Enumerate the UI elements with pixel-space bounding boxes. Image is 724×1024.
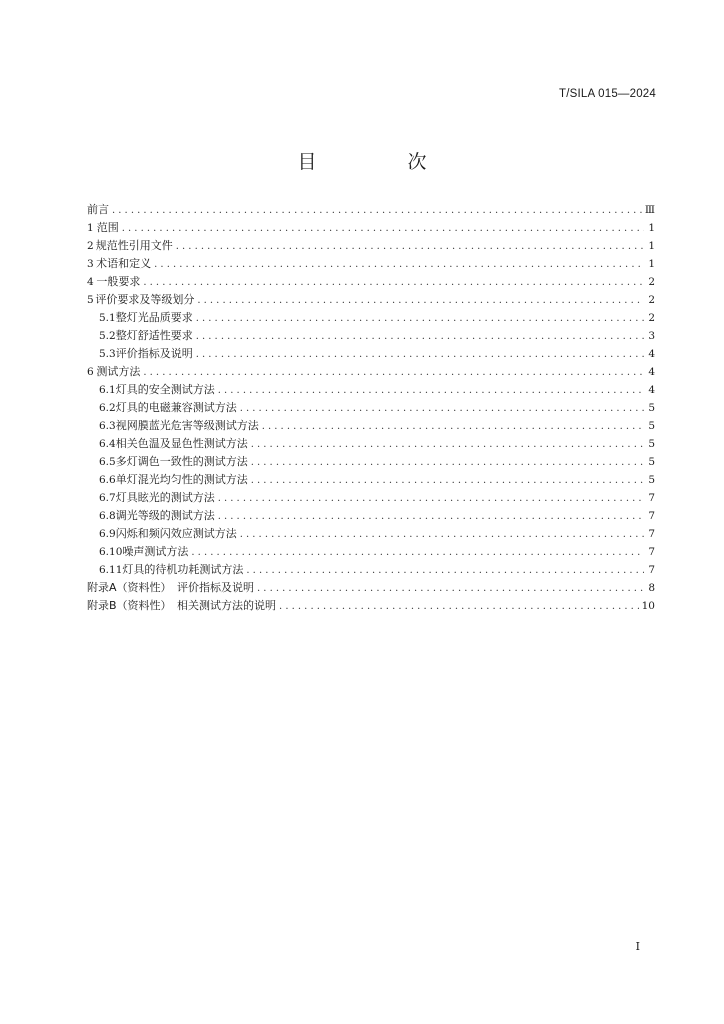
page-number: I — [635, 940, 640, 953]
toc-entry-number: 6.10 — [99, 546, 123, 558]
toc-entry-page: 7 — [648, 492, 655, 504]
toc-entry-page: 4 — [648, 384, 655, 396]
toc-entry-6-8[interactable] — [87, 507, 655, 525]
toc-entry-title: 多灯调色一致性的测试方法 — [115, 455, 248, 468]
dot-leader — [143, 364, 644, 382]
dot-leader — [196, 310, 644, 328]
toc-entry-page: 1 — [648, 240, 655, 252]
dot-leader — [279, 598, 639, 616]
dot-leader — [218, 490, 644, 508]
toc-entry-6-3[interactable] — [87, 417, 655, 435]
toc-entry-page: 8 — [648, 582, 655, 594]
toc-entry-title: 附录A（资料性） 评价指标及说明 — [87, 581, 255, 594]
toc-entry-title: 视网膜蓝光危害等级测试方法 — [115, 419, 259, 432]
toc-entry-title: 一般要求 — [96, 275, 141, 288]
dot-leader — [122, 220, 644, 238]
toc-entry-page: 2 — [648, 276, 655, 288]
toc-entry-page: 4 — [648, 366, 655, 378]
toc-entry-title: 噪声测试方法 — [122, 545, 189, 558]
dot-leader — [176, 238, 644, 256]
toc-entry-appendix-b[interactable] — [87, 597, 655, 615]
toc-entry-2[interactable] — [87, 237, 655, 255]
toc-entry-title: 整灯舒适性要求 — [115, 329, 193, 342]
toc-entry-page: 5 — [648, 420, 655, 432]
document-code: T/SILA 015—2024 — [559, 88, 656, 100]
toc-entry-number: 6 — [87, 366, 94, 378]
toc-entry-6-5[interactable] — [87, 453, 655, 471]
toc-entry-number: 6.1 — [99, 384, 116, 396]
toc-entry-title: 规范性引用文件 — [95, 239, 173, 252]
toc-entry-foreword[interactable] — [87, 201, 655, 219]
toc-entry-page: 2 — [648, 312, 655, 324]
dot-leader — [262, 418, 644, 436]
toc-entry-5[interactable] — [87, 291, 655, 309]
toc-entry-title: 前言 — [87, 203, 109, 216]
toc-entry-page: 5 — [648, 474, 655, 486]
dot-leader — [196, 346, 644, 364]
dot-leader — [154, 256, 644, 274]
toc-entry-1[interactable] — [87, 219, 655, 237]
toc-entry-6-2[interactable] — [87, 399, 655, 417]
toc-entry-5-1[interactable] — [87, 309, 655, 327]
toc-entry-number: 4 — [87, 276, 94, 288]
toc-entry-page: 4 — [648, 348, 655, 360]
toc-entry-page: 1 — [648, 258, 655, 270]
toc-entry-number: 6.9 — [99, 528, 116, 540]
toc-entry-4[interactable] — [87, 273, 655, 291]
toc-entry-page: 5 — [648, 438, 655, 450]
dot-leader — [240, 526, 644, 544]
toc-entry-number: 6.11 — [99, 564, 123, 576]
toc-entry-title: 相关色温及显色性测试方法 — [115, 437, 248, 450]
toc-entry-number: 6.4 — [99, 438, 116, 450]
toc-entry-page: 7 — [648, 546, 655, 558]
toc-entry-number: 1 — [87, 222, 94, 234]
toc-entry-page: 1 — [648, 222, 655, 234]
toc-entry-6-10[interactable] — [87, 543, 655, 561]
toc-entry-number: 3 — [87, 258, 94, 270]
table-of-contents — [87, 201, 655, 615]
toc-entry-number: 6.6 — [99, 474, 116, 486]
toc-entry-6[interactable] — [87, 363, 655, 381]
toc-entry-number: 6.2 — [99, 402, 116, 414]
toc-entry-title: 单灯混光均匀性的测试方法 — [115, 473, 248, 486]
toc-title: 目 次 — [297, 151, 463, 173]
toc-entry-title: 闪烁和频闪效应测试方法 — [115, 527, 237, 540]
toc-entry-title: 灯具的安全测试方法 — [115, 383, 215, 396]
dot-leader — [240, 400, 644, 418]
toc-entry-number: 2 — [87, 240, 94, 252]
toc-entry-number: 5.3 — [99, 348, 116, 360]
toc-entry-title: 灯具眩光的测试方法 — [115, 491, 215, 504]
toc-entry-title: 测试方法 — [96, 365, 141, 378]
toc-entry-6-4[interactable] — [87, 435, 655, 453]
dot-leader — [218, 508, 644, 526]
toc-entry-title: 调光等级的测试方法 — [115, 509, 215, 522]
toc-entry-title: 灯具的电磁兼容测试方法 — [115, 401, 237, 414]
toc-entry-page: 10 — [641, 600, 655, 612]
dot-leader — [197, 292, 644, 310]
toc-entry-title: 范围 — [96, 221, 119, 234]
toc-entry-page: 5 — [648, 402, 655, 414]
toc-entry-page: 3 — [648, 330, 655, 342]
dot-leader — [218, 382, 644, 400]
toc-entry-title: 评价要求及等级划分 — [95, 293, 195, 306]
toc-entry-6-9[interactable] — [87, 525, 655, 543]
toc-entry-number: 5 — [87, 294, 94, 306]
toc-entry-page: 7 — [648, 564, 655, 576]
toc-entry-number: 6.5 — [99, 456, 116, 468]
dot-leader — [257, 580, 644, 598]
toc-entry-page: 5 — [648, 456, 655, 468]
toc-entry-title: 整灯光品质要求 — [115, 311, 193, 324]
dot-leader — [251, 454, 644, 472]
toc-entry-page: 7 — [648, 528, 655, 540]
toc-entry-title: 灯具的待机功耗测试方法 — [122, 563, 244, 576]
toc-entry-title: 评价指标及说明 — [115, 347, 193, 360]
toc-entry-6-11[interactable] — [87, 561, 655, 579]
dot-leader — [251, 436, 644, 454]
dot-leader — [251, 472, 644, 490]
dot-leader — [191, 544, 644, 562]
toc-entry-page: 7 — [648, 510, 655, 522]
dot-leader — [143, 274, 644, 292]
dot-leader — [246, 562, 644, 580]
dot-leader — [196, 328, 644, 346]
toc-entry-title: 术语和定义 — [96, 257, 152, 270]
toc-entry-page: 2 — [648, 294, 655, 306]
toc-entry-number: 6.3 — [99, 420, 116, 432]
toc-entry-3[interactable] — [87, 255, 655, 273]
toc-entry-5-2[interactable] — [87, 327, 655, 345]
dot-leader — [112, 202, 642, 220]
toc-entry-number: 6.7 — [99, 492, 116, 504]
toc-entry-title: 附录B（资料性） 相关测试方法的说明 — [87, 599, 277, 612]
toc-entry-5-3[interactable] — [87, 345, 655, 363]
toc-entry-appendix-a[interactable] — [87, 579, 655, 597]
toc-entry-6-1[interactable] — [87, 381, 655, 399]
toc-entry-number: 5.2 — [99, 330, 116, 342]
toc-entry-6-6[interactable] — [87, 471, 655, 489]
toc-entry-page: Ⅲ — [644, 204, 655, 216]
toc-entry-number: 5.1 — [99, 312, 116, 324]
toc-entry-6-7[interactable] — [87, 489, 655, 507]
toc-entry-number: 6.8 — [99, 510, 116, 522]
